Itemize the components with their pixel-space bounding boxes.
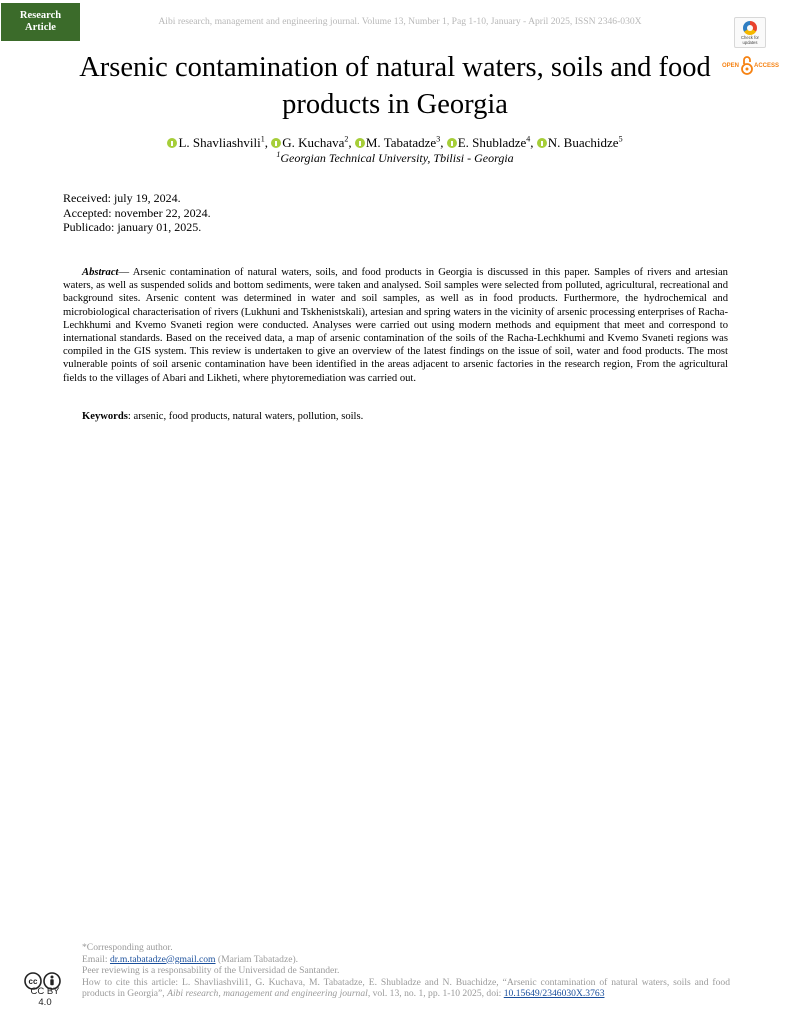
- orcid-icon[interactable]: [355, 138, 365, 148]
- doi-link[interactable]: 10.15649/2346030X.3763: [503, 988, 605, 1000]
- open-access-lock-icon: [741, 55, 753, 76]
- citation-suffix: , vol. 13, no. 1, pp. 1-10 2025, doi:: [367, 988, 504, 1000]
- abstract-text: Arsenic contamination of natural waters, soils, and food products in Georgia is discussed in this paper. Samples of rivers and artesian waters, as well as suspended solids and bottom sediments, were taken and analysed. Soil samples were selected from polluted, agricultural, recreational and background sites. Arsenic content was determined in water and soil samples, as well as in food products. Furthermore, the hydrochemical and microbiological characterisation of rivers (Lukhuni and Tskhenistskali), artesian and spring waters in the vicinity of arsenic processing enterprises of Racha-Lechkhumi and Kvemo Svaneti region were conducted. Analyses were carried out using modern methods and equipment that meet and correspond to international standards. Based on the received data, a map of arsenic contamination of the soils of the Racha-Lechkhumi and Kvemo Svaneti regions was compiled in the GIS system. This review is undertaken to give an overview of the latest findings on the issue of soil, water and food products. The most vulnerable points of soil arsenic contamination have been identified in the areas adjacent to arsenic factories in the research region, From the agricultural fields to the villages of Abari and Likheti, where phytoremediation was carried out.: [63, 267, 728, 384]
- author-affiliation-number: 3: [436, 134, 441, 144]
- author-name: E. Shubladze: [457, 135, 527, 150]
- author-affiliation-number: 1: [260, 134, 265, 144]
- author-entry: [271, 135, 355, 150]
- author-separator: ,: [530, 135, 537, 150]
- author-affiliation-number: 4: [526, 134, 531, 144]
- license-label: CC BY 4.0: [30, 986, 60, 1008]
- author-name: N. Buachidze: [547, 135, 619, 150]
- keywords: [82, 410, 363, 423]
- abstract-label: Abstract: [82, 267, 119, 278]
- affiliation-number: 1: [276, 150, 281, 159]
- citation-prefix: How to cite this article: L. Shavliashvili1, G. Kuchava, M. Tabatadze, E. Shubladze and N. Buachidze, “Arsenic contamination of natural waters, soils and food products in Georgia”,: [82, 976, 730, 1000]
- email-link[interactable]: dr.m.tabatadze@gmail.com: [109, 953, 216, 965]
- keywords-label: Keywords: [82, 411, 128, 422]
- author-entry: [355, 135, 447, 150]
- footer-notes: [82, 942, 730, 1000]
- open-access-logo: [722, 55, 784, 77]
- open-access-word-access: ACCESS: [754, 63, 780, 69]
- accepted-date: Accepted: november 22, 2024.: [63, 205, 211, 220]
- author-entry: [167, 135, 271, 150]
- article-type-badge: [1, 3, 80, 41]
- abstract-dash: —: [118, 267, 133, 278]
- author-affiliation-number: 5: [618, 134, 623, 144]
- author-name: M. Tabatadze: [365, 135, 437, 150]
- affiliation-text: Georgian Technical University, Tbilisi - Georgia: [280, 151, 514, 165]
- orcid-icon[interactable]: [447, 138, 457, 148]
- author-entry: [537, 135, 623, 150]
- article-title: Arsenic contamination of natural waters, soils and food products in Georgia: [79, 52, 711, 120]
- author-separator: ,: [348, 135, 355, 150]
- svg-text:cc: cc: [28, 977, 38, 986]
- email-suffix: (Mariam Tabatadze).: [215, 953, 299, 965]
- author-name: G. Kuchava: [282, 135, 345, 150]
- author-separator: ,: [440, 135, 447, 150]
- corresponding-author-note: *Corresponding author.: [82, 942, 173, 953]
- crossmark-icon: [743, 21, 757, 35]
- received-date: Received: july 19, 2024.: [63, 191, 181, 205]
- author-entry: [447, 135, 537, 150]
- open-access-word-open: OPEN: [722, 63, 740, 69]
- article-type-label: Research Article: [19, 10, 62, 33]
- journal-header: Aibi research, management and engineering journal. Volume 13, Number 1, Pag 1-10, January - April 2025, ISSN 2346-030X: [158, 16, 642, 27]
- citation-journal: Aibi research, management and engineering journal: [167, 988, 368, 1000]
- author-list: [60, 135, 730, 151]
- check-for-updates-label: Check for updates: [741, 35, 759, 45]
- publication-dates: [63, 191, 211, 235]
- citation-note: [82, 977, 730, 1000]
- email-prefix: Email:: [82, 953, 110, 965]
- check-for-updates-badge[interactable]: [734, 17, 766, 48]
- author-name: L. Shavliashvili: [178, 135, 261, 150]
- orcid-icon[interactable]: [167, 138, 177, 148]
- abstract: [63, 266, 728, 385]
- keywords-text: : arsenic, food products, natural waters, pollution, soils.: [127, 411, 364, 422]
- affiliation: [60, 151, 730, 166]
- author-affiliation-number: 2: [344, 134, 349, 144]
- email-line: [82, 954, 730, 966]
- published-date: Publicado: january 01, 2025.: [63, 220, 202, 234]
- peer-review-note: Peer reviewing is a responsability of the Universidad de Santander.: [82, 965, 340, 977]
- orcid-icon[interactable]: [537, 138, 547, 148]
- orcid-icon[interactable]: [271, 138, 281, 148]
- author-separator: ,: [264, 135, 272, 150]
